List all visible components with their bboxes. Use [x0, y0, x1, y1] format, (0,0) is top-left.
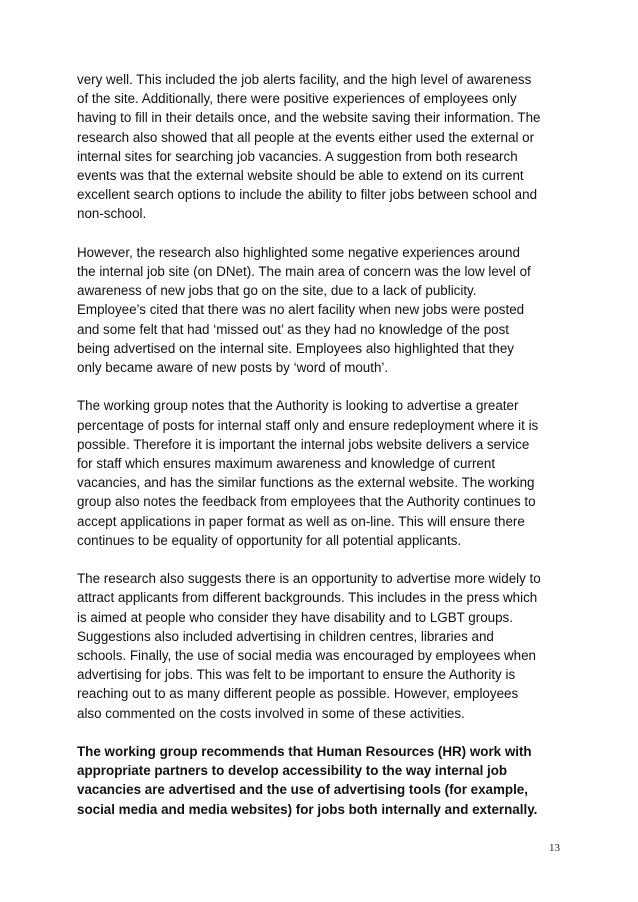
paragraph-3	[77, 396, 569, 550]
text-line: also commented on the costs involved in some of these activities.	[77, 705, 465, 721]
text-line: and some felt that had ‘missed out’ as they had no knowledge of the post	[77, 321, 509, 337]
paragraph-2	[77, 243, 569, 377]
text-line: percentage of posts for internal staff only and ensure redeployment where it is	[77, 417, 539, 433]
text-line: vacancies are advertised and the use of advertising tools (for example,	[77, 782, 528, 798]
text-line: having to fill in their details once, and the website saving their information. The	[77, 110, 541, 126]
text-line: However, the research also highlighted some negative experiences around	[77, 244, 520, 260]
text-line: very well. This included the job alerts facility, and the high level of awareness	[77, 72, 532, 87]
text-line: appropriate partners to develop accessibility to the way internal job	[77, 763, 508, 779]
text-line: of the site. Additionally, there were positive experiences of employees only	[77, 91, 517, 107]
text-line: Suggestions also included advertising in children centres, libraries and	[77, 628, 494, 644]
paragraph-4	[77, 569, 569, 723]
text-line: vacancies, and has the similar functions as the external website. The working	[77, 475, 535, 491]
text-line: attract applicants from different backgrounds. This includes in the press which	[77, 590, 538, 606]
text-line: The working group notes that the Authority is looking to advertise a greater	[77, 398, 519, 414]
text-line: being advertised on the internal site. Employees also highlighted that they	[77, 340, 514, 356]
paragraph-1	[77, 70, 569, 224]
text-line: group also notes the feedback from employees that the Authority continues to	[77, 494, 536, 510]
text-line: research also showed that all people at the events either used the external or	[77, 129, 535, 145]
text-line: only became aware of new posts by ‘word of mouth’.	[77, 360, 389, 376]
text-line: awareness of new jobs that go on the site, due to a lack of publicity.	[77, 283, 477, 299]
text-line: Employee’s cited that there was no alert facility when new jobs were posted	[77, 302, 525, 318]
text-line: The research also suggests there is an opportunity to advertise more widely to	[77, 571, 541, 587]
text-line: internal sites for searching job vacancies. A suggestion from both research	[77, 148, 518, 164]
text-line: excellent search options to include the ability to filter jobs between school and	[77, 187, 538, 203]
text-line: The working group recommends that Human Resources (HR) work with	[77, 744, 532, 760]
text-line: continues to be equality of opportunity for all potential applicants.	[77, 532, 462, 548]
text-line: is aimed at people who consider they have disability and to LGBT groups.	[77, 609, 513, 625]
text-line: schools. Finally, the use of social media was encouraged by employees when	[77, 648, 537, 664]
text-line: the internal job site (on DNet). The main area of concern was the low level of	[77, 264, 531, 280]
recommendation-paragraph	[77, 742, 569, 819]
page-number: 13	[549, 842, 560, 854]
text-line: non-school.	[77, 206, 147, 222]
text-line: for staff which ensures maximum awareness and knowledge of current	[77, 456, 496, 472]
text-line: events was that the external website should be able to extend on its current	[77, 168, 524, 184]
body-text	[77, 70, 569, 819]
text-line: social media and media websites) for jobs both internally and externally.	[77, 801, 538, 817]
text-line: advertising for jobs. This was felt to be important to ensure the Authority is	[77, 667, 516, 683]
text-line: possible. Therefore it is important the internal jobs website delivers a service	[77, 436, 530, 452]
text-line: accept applications in paper format as well as on-line. This will ensure there	[77, 513, 525, 529]
text-line: reaching out to as many different people as possible. However, employees	[77, 686, 519, 702]
